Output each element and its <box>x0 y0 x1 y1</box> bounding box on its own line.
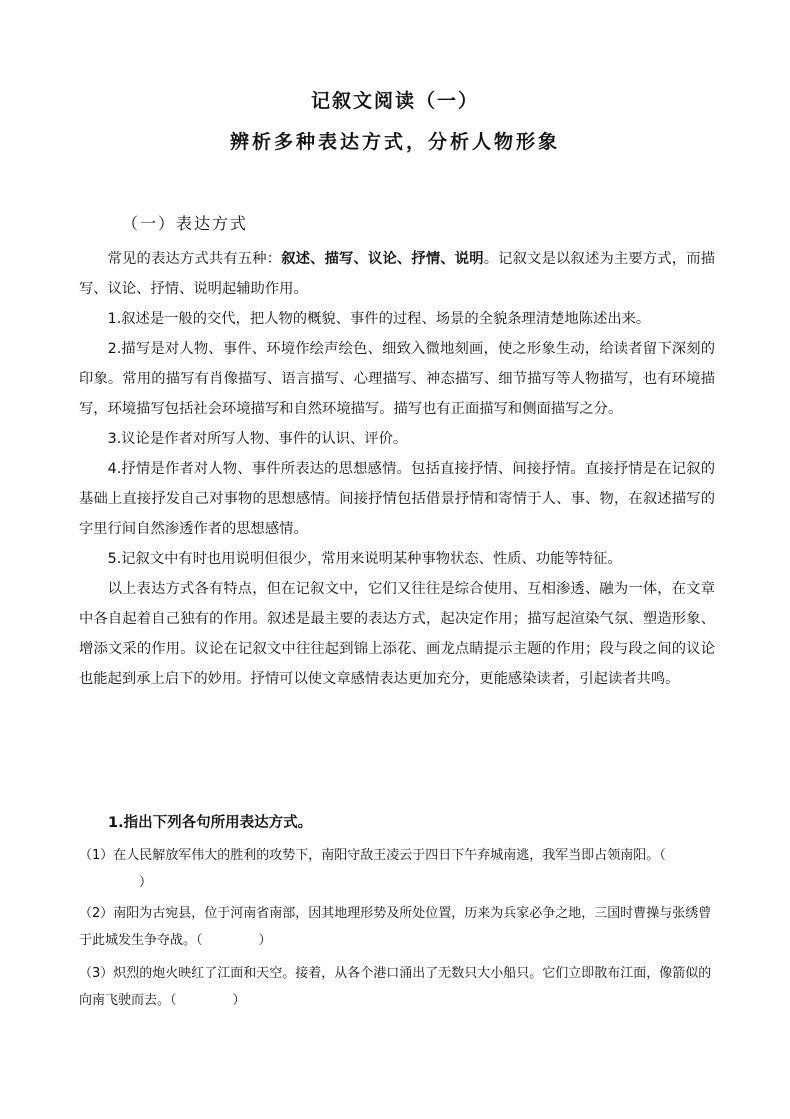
paragraph-6: 以上表达方式各有特点，但在记叙文中，它们又往往是综合使用、互相渗透、融为一体，在文章中各自起着自己独有的作用。叙述是最主要的表达方式，起决定作用；描写起渲染气氛、塑造形象、增添文采的作用。议论在记叙文中往往起到锦上添花、画龙点睛提示主题的作用；段与段之间的议论也能起到承上启下的妙用。抒情可以使文章感情表达更加充分，更能感染读者，引起读者共鸣。 <box>79 581 715 687</box>
question-text: （2）南阳为古宛县，位于河南省南部，因其地理形势及所处位置，历来为兵家必争之地，三国时曹操与张绣曾于此城发生争夺战。（ <box>79 906 712 948</box>
question-item-2 <box>79 900 719 954</box>
question-text: （3）炽烈的炮火映红了江面和天空。接着，从各个港口涌出了无数只大小船只。它们立即散布江面，像箭似的向南飞驶而去。（ <box>79 966 712 1008</box>
paragraph-1: 1.叙述是一般的交代，把人物的概貌、事件的过程、场景的全貌条理清楚地陈述出来。 <box>107 311 651 327</box>
doc-title: 记叙文阅读（一） <box>310 90 479 112</box>
question-item-1 <box>79 842 719 896</box>
answer-blank-close: ） <box>232 993 246 1008</box>
intro-pre: 常见的表达方式共有五种： <box>107 251 282 267</box>
intro-bold: 叙述、描写、议论、抒情、说明 <box>281 251 484 267</box>
section-heading: （一）表达方式 <box>122 214 249 233</box>
paragraph-3: 3.议论是作者对所写人物、事件的认识、评价。 <box>107 431 408 447</box>
question-title: 1.指出下列各句所用表达方式。 <box>108 815 313 831</box>
answer-blank-close: ） <box>139 875 153 890</box>
answer-blank-close: ） <box>258 933 272 948</box>
paragraph-2: 2.描写是对人物、事件、环境作绘声绘色、细致入微地刻画，使之形象生动，给读者留下深刻的印象。常用的描写有肖像描写、语言描写、心理描写、神态描写、细节描写等人物描写，也有环境描写，环境描写包括社会环境描写和自然环境描写。描写也有正面描写和侧面描写之分。 <box>79 341 715 417</box>
paragraph-4: 4.抒情是作者对人物、事件所表达的思想感情。包括直接抒情、间接抒情。直接抒情是在记叙的基础上直接抒发自己对事物的思想感情。间接抒情包括借景抒情和寄情于人、事、物，在叙述描写的字里行间自然渗透作者的思想感情。 <box>79 461 715 537</box>
body-text <box>79 244 715 694</box>
question-list <box>79 842 719 1020</box>
question-item-3 <box>79 960 719 1014</box>
intro-paragraph <box>79 244 715 304</box>
intro-post: 。记叙文是以叙述为主要方式，而描写、议论、抒情、说明起辅助作用。 <box>79 251 716 297</box>
doc-subtitle: 辨析多种表达方式，分析人物形象 <box>229 131 560 153</box>
paragraph-5: 5.记叙文中有时也用说明但很少，常用来说明某种事物状态、性质、功能等特征。 <box>107 551 622 567</box>
question-text: （1）在人民解放军伟大的胜利的攻势下，南阳守敌王凌云于四日下午弃城南逃，我军当即占领南阳。（ <box>79 848 666 863</box>
